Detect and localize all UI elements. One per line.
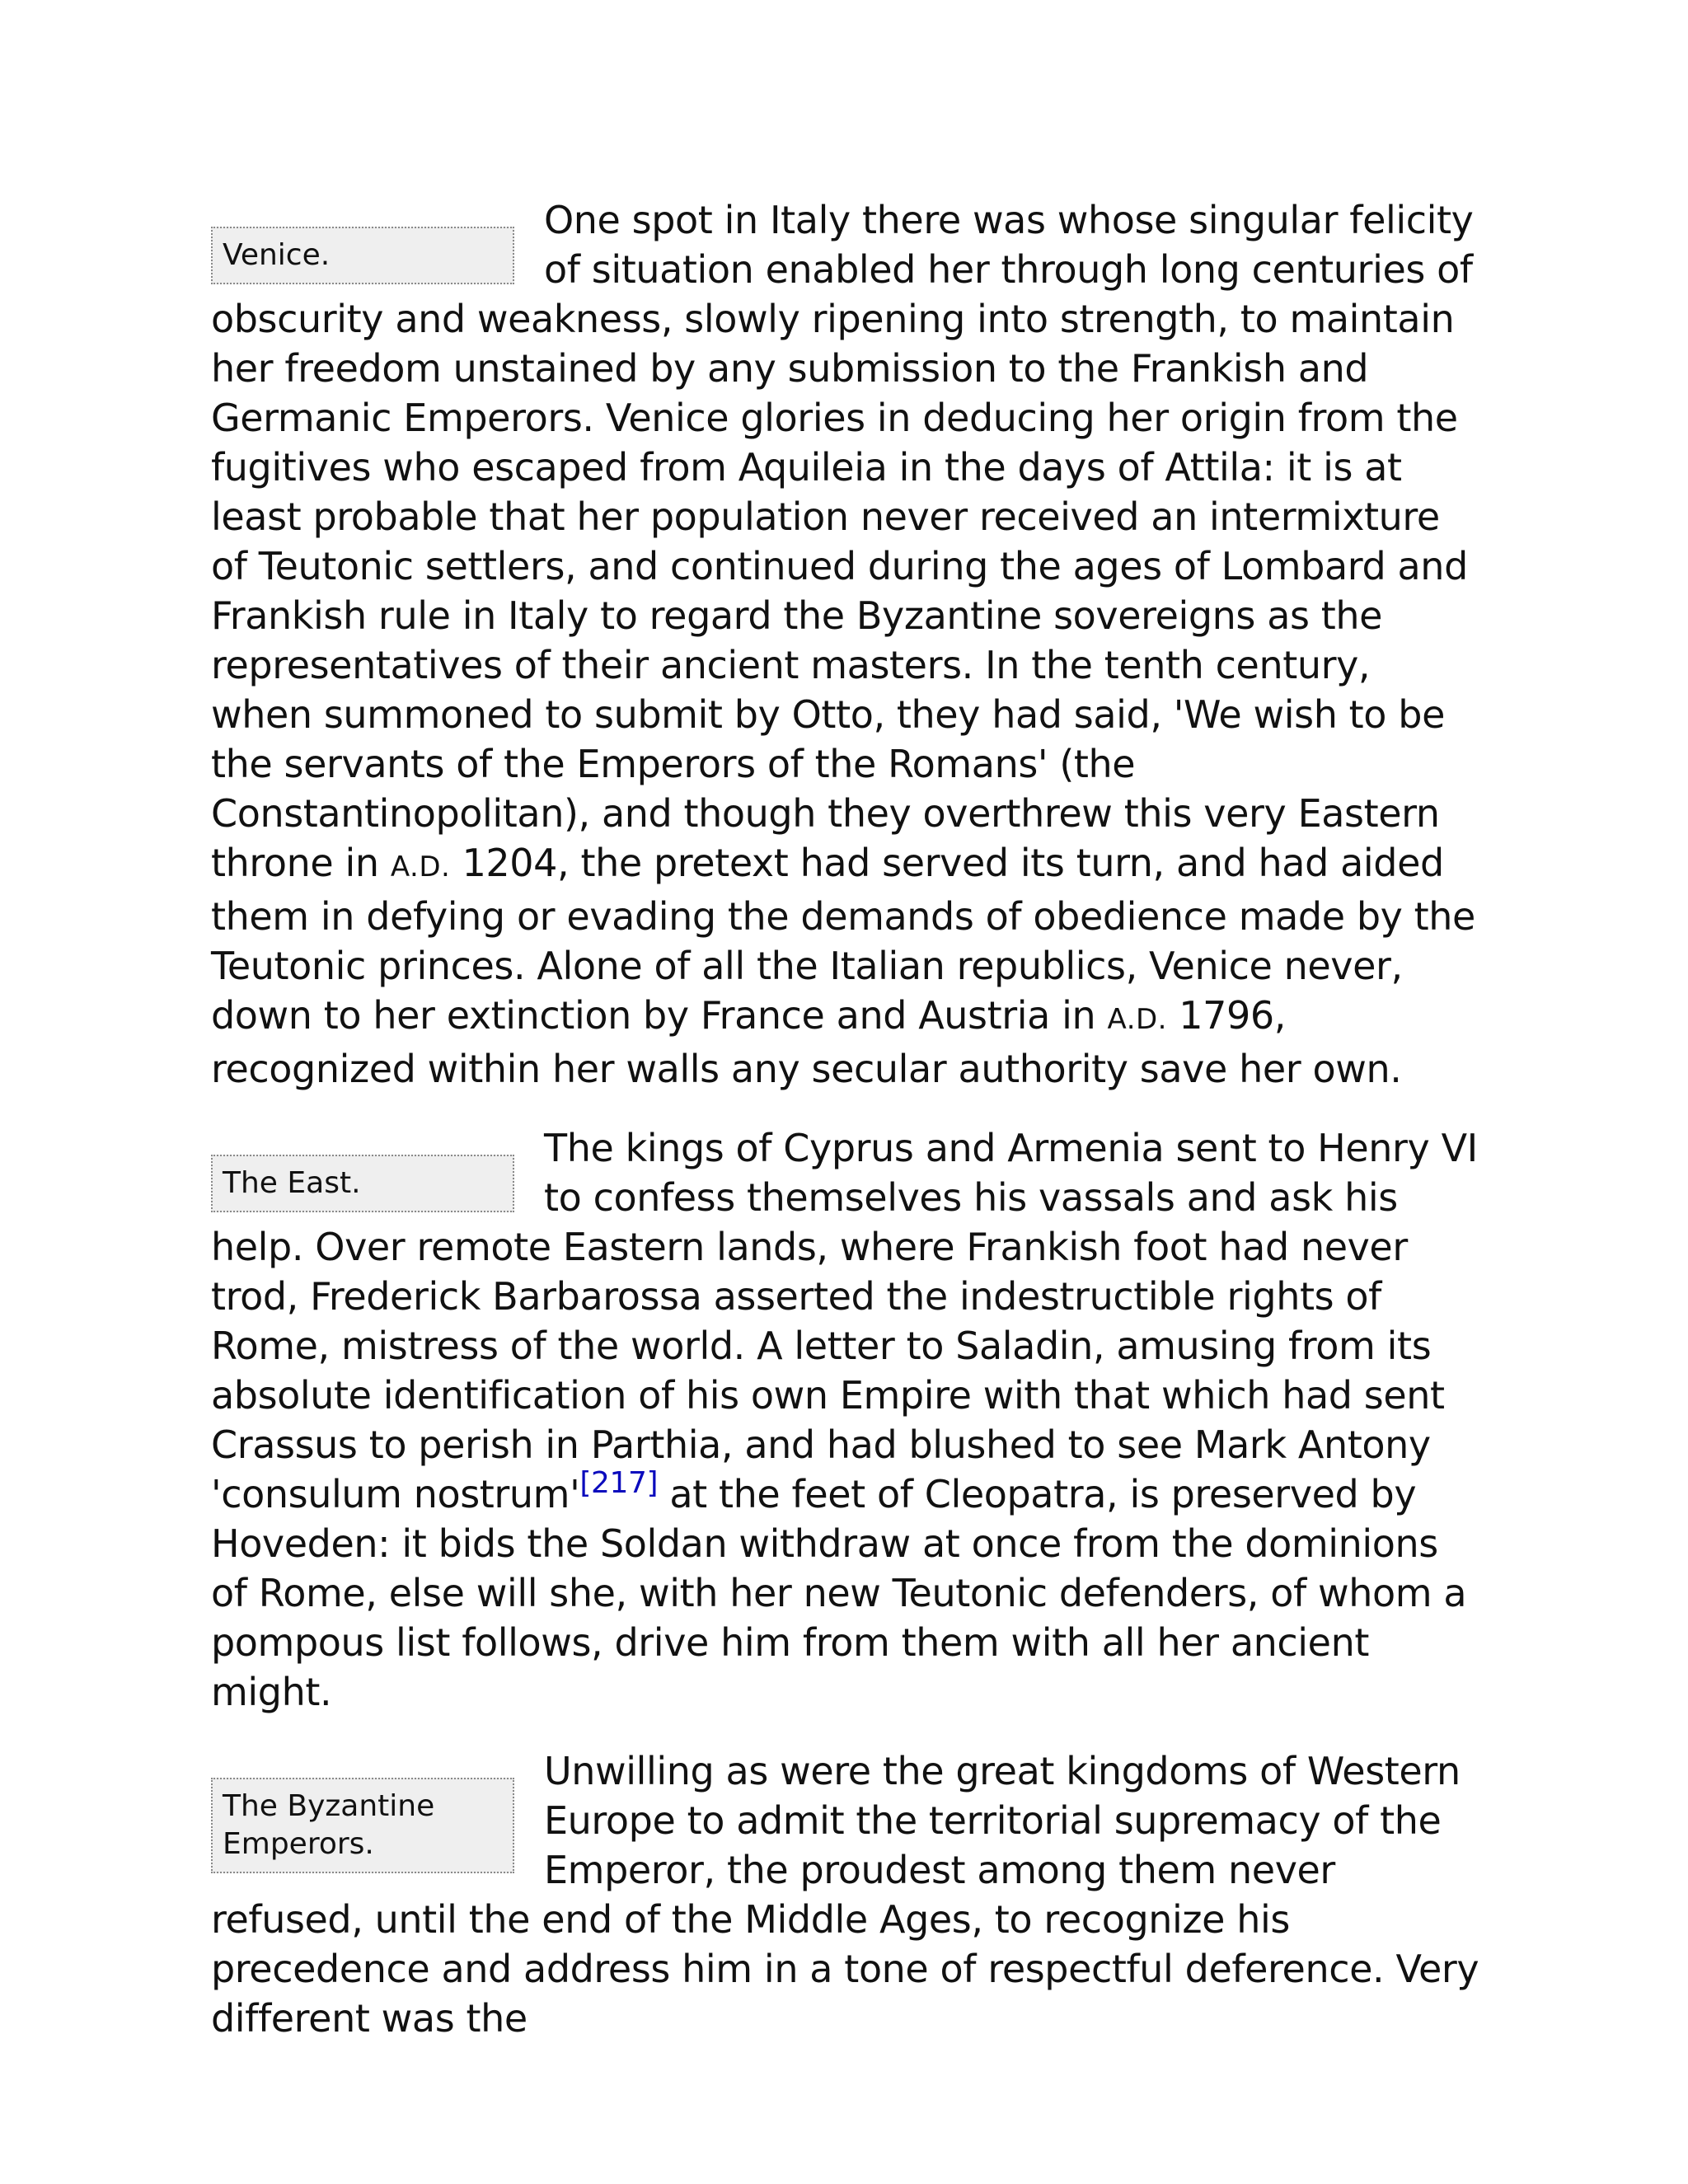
document-page: [211, 195, 1480, 2073]
era-abbreviation: A.D.: [1107, 1003, 1167, 1036]
era-abbreviation: A.D.: [390, 851, 451, 883]
sidenote-byzantine-emperors: The Byzantine Emperors.: [211, 1778, 514, 1873]
paragraph-text: at the feet of Cleopatra, is preserved by Hoveden: it bids the Soldan withdraw at once from the dominions of Rome, else will she, with her new Teutonic defenders, of whom a pompous list follows, drive him from them with all her ancient might.: [211, 1472, 1467, 1714]
footnote-link[interactable]: [217]: [579, 1466, 659, 1500]
paragraph-venice: [211, 195, 1480, 1094]
paragraph-text: One spot in Italy there was whose singular felicity of situation enabled her through long centuries of obscurity and weakness, slowly ripening into strength, to maintain her freedom unstained by any submission to the Frankish and Germanic Emperors. Venice glories in deducing her origin from the fugitives who escaped from Aquileia in the days of Attila: it is at least probable that her population never received an intermixture of Teutonic settlers, and continued during the ages of Lombard and Frankish rule in Italy to regard the Byzantine sovereigns as the representatives of their ancient masters. In the tenth century, when summoned to submit by Otto, they had said, 'We wish to be the servants of the Emperors of the Romans' (the Constantinopolitan), and though they overthrew this very Eastern throne in: [211, 198, 1474, 885]
sidenote-venice: Venice.: [211, 227, 514, 284]
paragraph-text: 1796, recognized within her walls any secular authority save her own.: [211, 993, 1402, 1091]
paragraph-byzantine-emperors: [211, 1746, 1480, 2043]
sidenote-the-east: The East.: [211, 1155, 514, 1212]
paragraph-text: The kings of Cyprus and Armenia sent to Henry VI to confess themselves his vassals and ask his help. Over remote Eastern lands, where Frankish foot had never trod, Frederick Barbarossa asserted the indestructible rights of Rome, mistress of the world. A letter to Saladin, amusing from its absolute identification of his own Empire with that which had sent Crassus to perish in Parthia, and had blushed to see Mark Antony 'consulum nostrum': [211, 1126, 1478, 1516]
paragraph-text: 1204, the pretext had served its turn, and had aided them in defying or evading the demands of obedience made by the Teutonic princes. Alone of all the Italian republics, Venice never, down to her extinction by France and Austria in: [211, 841, 1475, 1038]
paragraph-the-east: [211, 1123, 1480, 1717]
paragraph-text: Unwilling as were the great kingdoms of Western Europe to admit the territorial supremacy of the Emperor, the proudest among them never refused, until the end of the Middle Ages, to recognize his precedence and address him in a tone of respectful deference. Very different was the: [211, 1749, 1479, 2041]
